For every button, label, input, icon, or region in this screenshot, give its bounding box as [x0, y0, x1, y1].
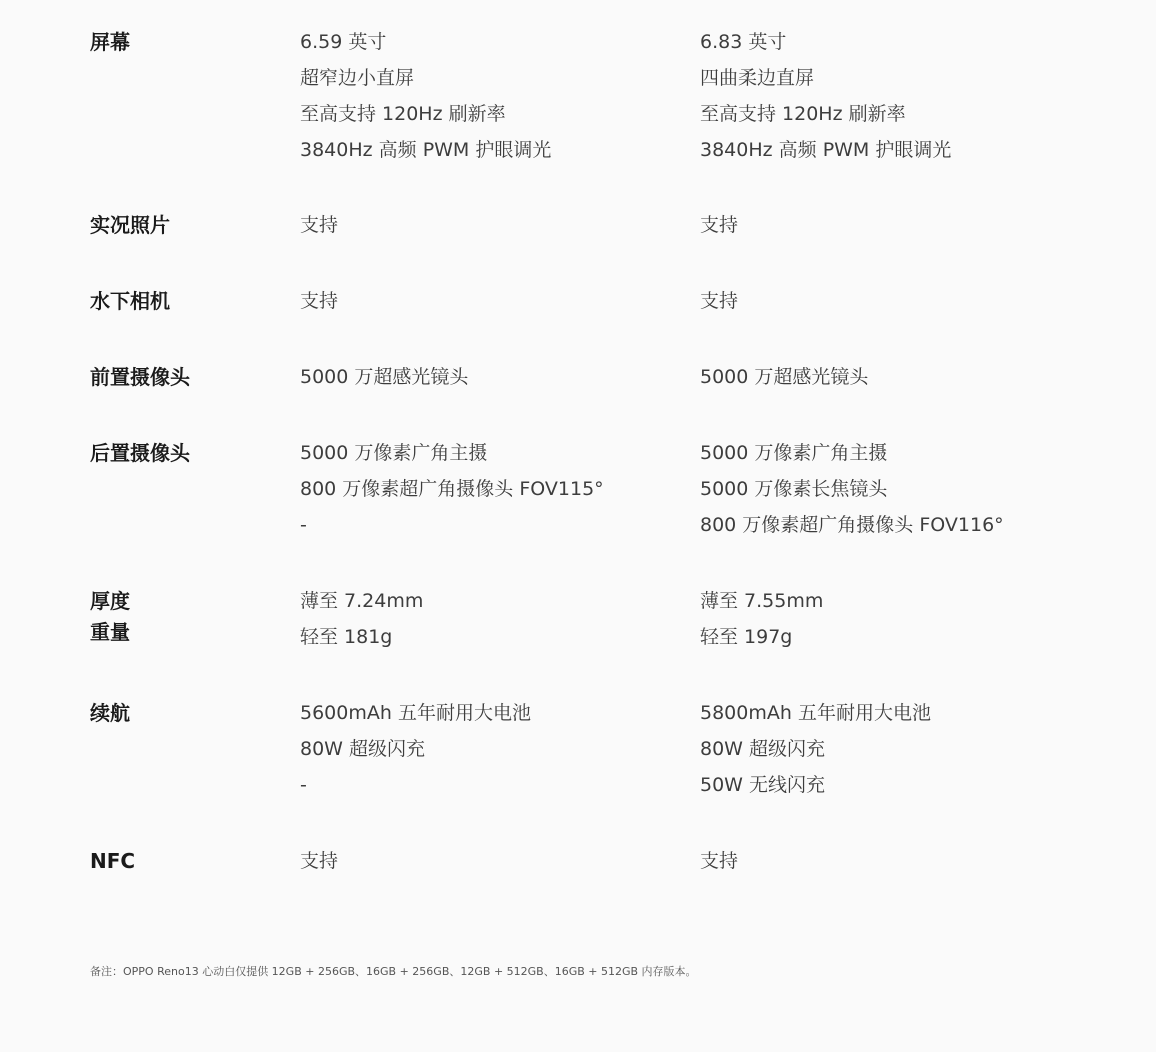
spec-label-text: 重量 [90, 620, 130, 644]
spec-value-line: 5000 万像素广角主摄 [300, 442, 488, 464]
spec-value-reno13 [300, 590, 423, 662]
spec-label [90, 702, 130, 733]
spec-value-reno13 [300, 31, 551, 175]
spec-value-line: 至高支持 120Hz 刷新率 [700, 103, 906, 125]
spec-value-line: 支持 [300, 214, 339, 236]
spec-value-line: 超窄边小直屏 [300, 67, 415, 89]
spec-label [90, 850, 135, 881]
spec-value-line: 至高支持 120Hz 刷新率 [300, 103, 506, 125]
spec-label-text: 实况照片 [90, 213, 170, 237]
spec-value-line: 3840Hz 高频 PWM 护眼调光 [300, 139, 552, 161]
spec-label [90, 366, 190, 397]
spec-label [90, 590, 130, 652]
spec-value-line: 5000 万像素广角主摄 [700, 442, 888, 464]
spec-label-text: 屏幕 [90, 30, 130, 54]
spec-value-line: 5000 万超感光镜头 [300, 366, 469, 388]
spec-value-line: 支持 [300, 290, 339, 312]
spec-label-text: NFC [90, 849, 136, 873]
spec-value-line: 3840Hz 高频 PWM 护眼调光 [700, 139, 952, 161]
spec-label-text: 后置摄像头 [90, 441, 190, 465]
spec-value-line: 5600mAh 五年耐用大电池 [300, 702, 531, 724]
spec-value-reno13-pro [700, 31, 951, 175]
spec-value-reno13-pro [700, 366, 868, 402]
footnote: 备注：OPPO Reno13 心动白仅提供 12GB + 256GB、16GB + 256GB、12GB + 512GB、16GB + 512GB 内存版本。 [90, 965, 697, 978]
spec-value-line: 5000 万像素长焦镜头 [700, 478, 888, 500]
spec-value-line: 支持 [700, 290, 739, 312]
spec-value-reno13 [300, 850, 338, 886]
spec-value-line: 800 万像素超广角摄像头 FOV115° [300, 478, 604, 500]
spec-value-line: - [300, 514, 307, 536]
spec-value-reno13-pro [700, 590, 823, 662]
spec-label [90, 290, 170, 321]
spec-value-reno13 [300, 214, 338, 250]
spec-label-text: 续航 [90, 701, 130, 725]
spec-value-reno13 [300, 442, 604, 550]
spec-value-line: 支持 [700, 850, 739, 872]
spec-label-text: 厚度 [90, 589, 130, 613]
spec-label [90, 442, 190, 473]
spec-value-reno13 [300, 702, 531, 810]
spec-value-line: 轻至 181g [300, 626, 393, 648]
spec-value-line: 支持 [700, 214, 739, 236]
spec-value-line: 5000 万超感光镜头 [700, 366, 869, 388]
spec-label-text: 水下相机 [90, 289, 170, 313]
spec-value-line: 薄至 7.24mm [300, 590, 424, 612]
spec-value-line: - [300, 774, 307, 796]
spec-label [90, 214, 170, 245]
spec-value-line: 80W 超级闪充 [300, 738, 426, 760]
spec-value-line: 50W 无线闪充 [700, 774, 826, 796]
spec-value-reno13-pro [700, 442, 1004, 550]
spec-value-reno13-pro [700, 850, 738, 886]
spec-value-reno13-pro [700, 702, 931, 810]
spec-value-line: 6.83 英寸 [700, 31, 787, 53]
spec-value-line: 80W 超级闪充 [700, 738, 826, 760]
spec-value-reno13-pro [700, 290, 738, 326]
spec-value-reno13 [300, 290, 338, 326]
spec-value-line: 支持 [300, 850, 339, 872]
spec-value-line: 800 万像素超广角摄像头 FOV116° [700, 514, 1004, 536]
spec-value-line: 四曲柔边直屏 [700, 67, 815, 89]
spec-value-line: 6.59 英寸 [300, 31, 387, 53]
spec-value-reno13 [300, 366, 468, 402]
spec-value-line: 轻至 197g [700, 626, 793, 648]
spec-value-line: 薄至 7.55mm [700, 590, 824, 612]
spec-value-line: 5800mAh 五年耐用大电池 [700, 702, 931, 724]
spec-value-reno13-pro [700, 214, 738, 250]
spec-label-text: 前置摄像头 [90, 365, 190, 389]
spec-label [90, 31, 130, 62]
